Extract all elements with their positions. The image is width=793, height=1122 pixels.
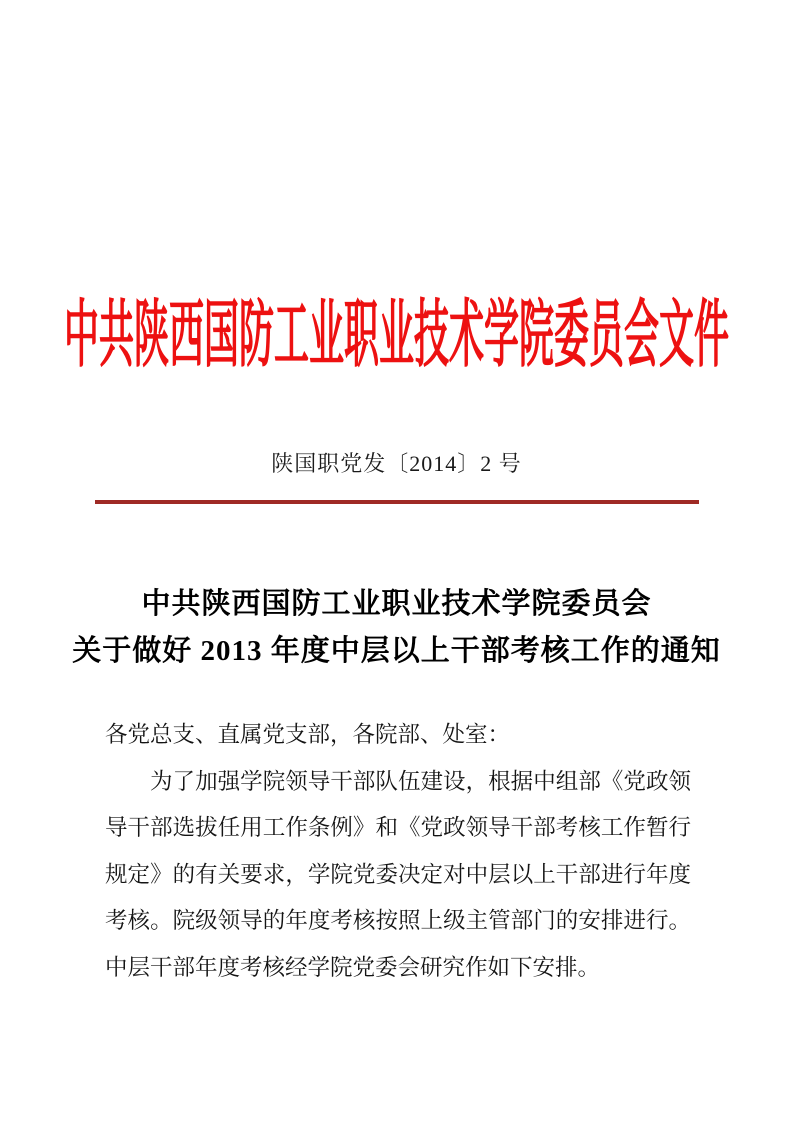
document-title [0,581,793,675]
red-divider-line [95,500,699,504]
document-number: 陕国职党发〔2014〕2 号 [271,451,522,476]
title-line-2: 关于做好 2013 年度中层以上干部考核工作的通知 [72,635,721,667]
salutation-line: 各党总支、直属党支部，各院部、处室： [105,722,511,747]
red-header-banner [0,286,793,377]
body-paragraph: 为了加强学院领导干部队伍建设，根据中组部《党政领导干部选拔任用工作条例》和《党政领导干部考核工作暂行规定》的有关要求，学院党委决定对中层以上干部进行年度考核。院级领导的年度考核按照上级主管部门的安排进行。中层干部年度考核经学院党委会研究作如下安排。 [105,768,691,980]
red-header-text: 中共陕西国防工业职业技术学院委员会文件 [63,294,729,377]
title-line-1: 中共陕西国防工业职业技术学院委员会 [141,588,652,620]
document-body [105,712,691,991]
